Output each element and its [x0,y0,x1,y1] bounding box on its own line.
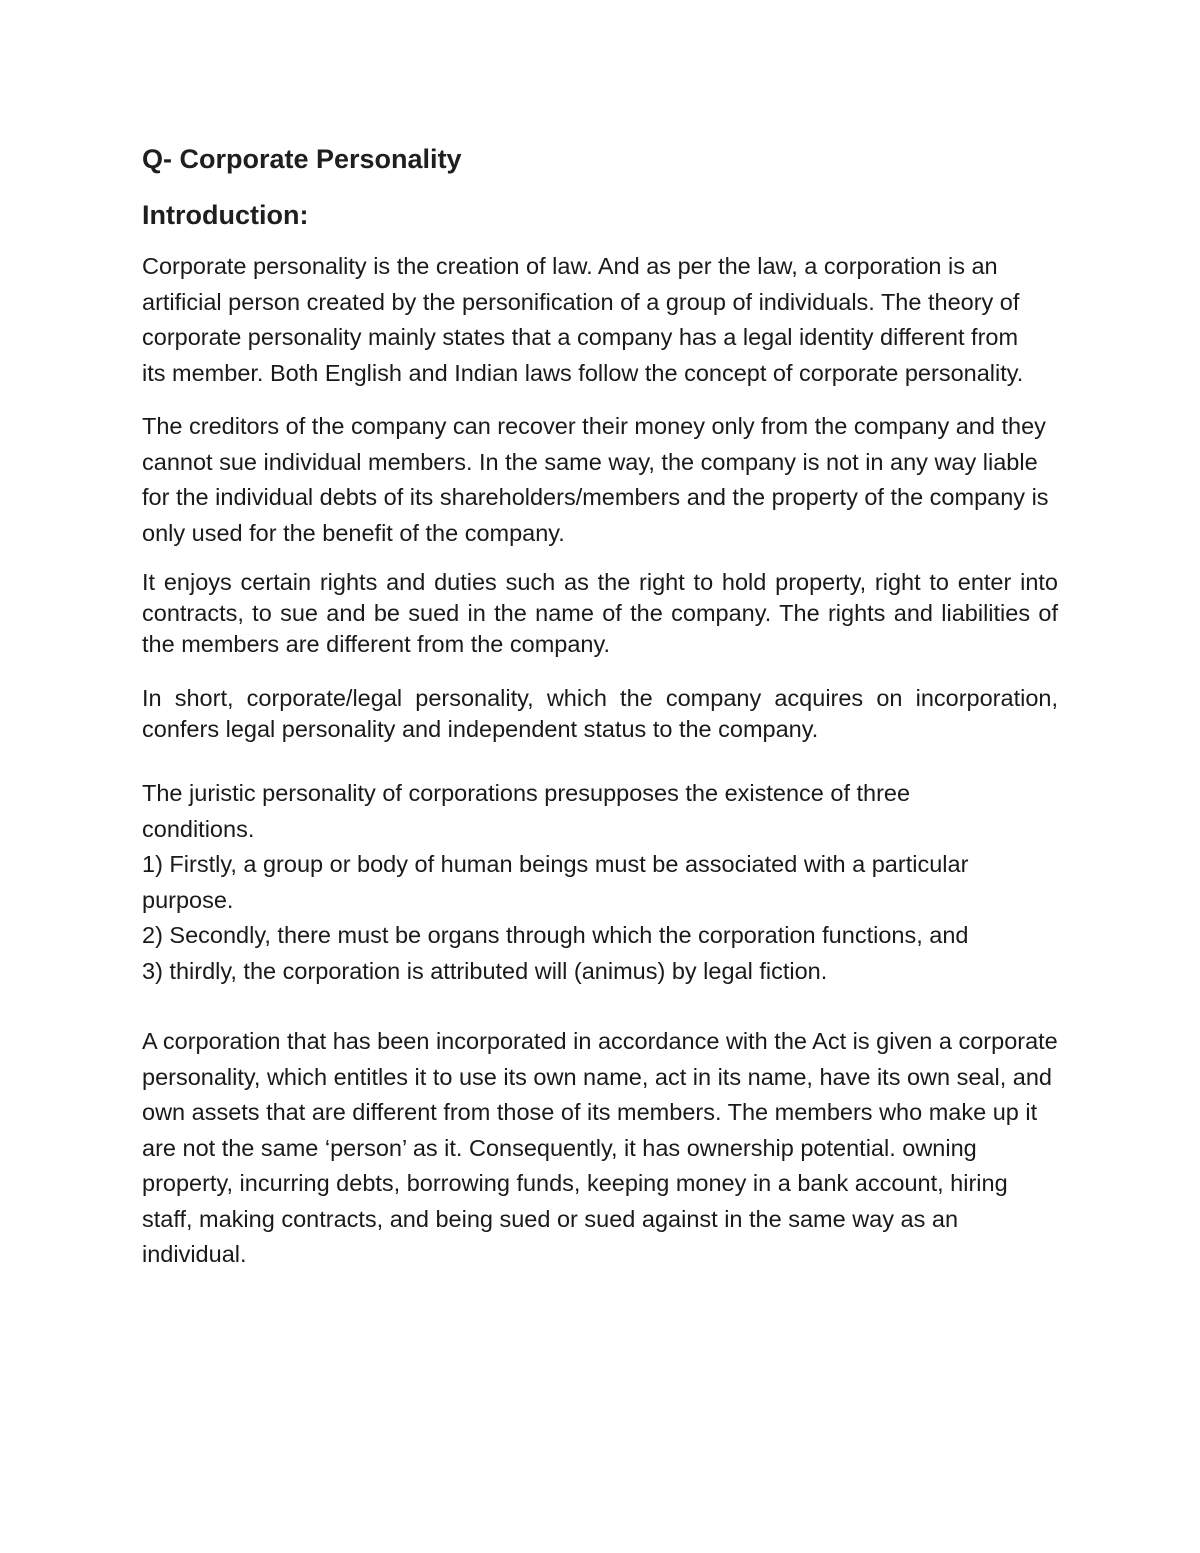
paragraph-definition: Corporate personality is the creation of law. And as per the law, a corporation is an artificial person created by the personification of a group of individuals. The theory of corporate personality mainly states that a company has a legal identity different from its member. Both English and Indian laws follow the concept of corporate personality. [142,253,1024,386]
paragraph-in-short: In short, corporate/legal personality, which the company acquires on incorporation, confers legal personality and independent status to the company. [142,685,1058,742]
conditions-intro: The juristic personality of corporations presupposes the existence of three conditions. [142,780,911,842]
section-heading-introduction: Introduction: [142,200,309,230]
condition-item-2: 2) Secondly, there must be organs through which the corporation functions, and [142,922,969,948]
paragraph-incorporation: A corporation that has been incorporated in accordance with the Act is given a corporate personality, which entitles it to use its own name, act in its name, have its own seal, and own assets that are different from those of its members. The members who make up it are not the same ‘person’ as it. Consequently, it has ownership potential. owning property, incurring debts, borrowing funds, keeping money in a bank account, hiring staff, making contracts, and being sued or sued against in the same way as an individual. [142,1028,1058,1267]
document-title: Q- Corporate Personality [142,144,462,174]
paragraph-creditors: The creditors of the company can recover their money only from the company and they cannot sue individual members. In the same way, the company is not in any way liable for the individual debts of its shareholders/members and the property of the company is only used for the benefit of the company. [142,413,1049,546]
conditions-block [142,776,1022,989]
condition-item-3: 3) thirdly, the corporation is attributed will (animus) by legal fiction. [142,957,828,984]
document-page [142,140,1058,1273]
paragraph-rights-duties: It enjoys certain rights and duties such as the right to hold property, right to enter into contracts, to sue and be sued in the name of the company. The rights and liabilities of the members are different from the company. [142,569,1058,657]
condition-item-1: 1) Firstly, a group or body of human beings must be associated with a particular purpose. [142,851,969,913]
